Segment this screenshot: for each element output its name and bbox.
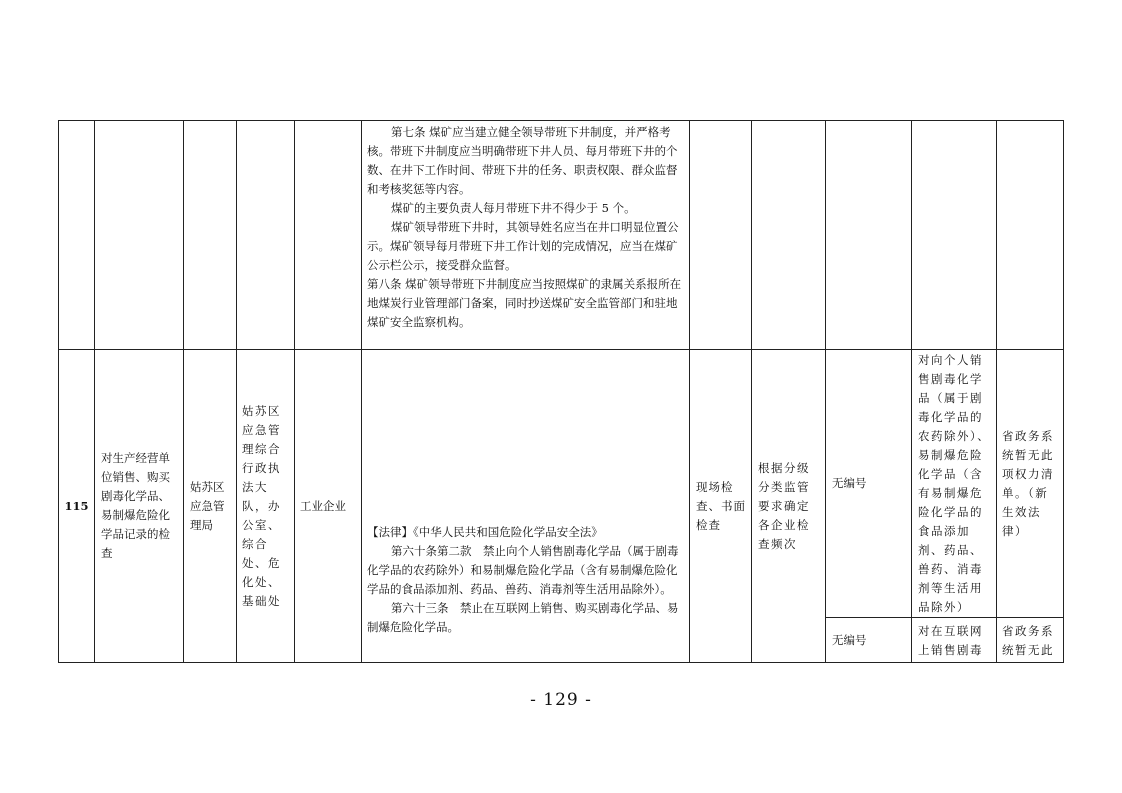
- subrow-content: 对向个人销售剧毒化学品（属于剧毒化学品的农药除外）、易制爆危险化学品（含有易制爆危险化学品的食品添加剂、药品、兽药、消毒剂等生活用品除外）: [918, 353, 991, 614]
- subrow-content: 对在互联网上销售剧毒: [918, 624, 983, 657]
- basis-article-60: 第六十条第二款 禁止向个人销售剧毒化学品（属于剧毒化学品的农药除外）和易制爆危险化学品（含有易制爆危险化学品的食品添加剂、药品、兽药、消毒剂等生活用品除外）。: [367, 544, 679, 596]
- subrow-note: 省政务系统暂无此: [1002, 624, 1054, 657]
- top-basis-cell: [367, 123, 685, 332]
- table-bottom-border: [58, 662, 1064, 663]
- item-name: 对生产经营单位销售、购买剧毒化学品、易制爆危险化学品记录的检查: [101, 451, 170, 560]
- col-border: [996, 120, 997, 663]
- subrow-code: 无编号: [832, 476, 867, 490]
- row-number: 115: [64, 498, 89, 513]
- table-top-border: [58, 120, 1064, 121]
- col-border: [751, 120, 752, 663]
- col-border: [236, 120, 237, 663]
- subrow-code: 无编号: [832, 632, 867, 647]
- col-border: [94, 120, 95, 663]
- basis-article-8: 第八条 煤矿领导带班下井制度应当按照煤矿的隶属关系报所在地煤炭行业管理部门备案，同时抄送煤矿安全监管部门和驻地煤矿安全监察机构。: [367, 277, 682, 329]
- subrow-note: 省政务系统暂无此项权力清单。（新生效法律）: [1002, 428, 1054, 538]
- col-border: [361, 120, 362, 663]
- basis-article-63: 第六十三条 禁止在互联网上销售、购买剧毒化学品、易制爆危险化学品。: [367, 601, 679, 634]
- inspection-object: 工业企业: [300, 498, 346, 513]
- page-number: - 129 -: [530, 690, 592, 710]
- inspection-method: 现场检查、书面检查: [696, 479, 746, 532]
- col-border: [911, 120, 912, 663]
- col-border: [825, 120, 826, 663]
- legal-basis: [367, 523, 685, 637]
- col-border: [183, 120, 184, 663]
- basis-title: 【法律】《中华人民共和国危险化学品安全法》: [367, 525, 603, 539]
- basis-article-7-para2: 煤矿的主要负责人每月带班下井不得少于 5 个。: [391, 201, 636, 215]
- basis-article-7-para3: 煤矿领导带班下井时，其领导姓名应当在井口明显位置公示。煤矿领导每月带班下井工作计划的完成情况，应当在煤矿公示栏公示，接受群众监督。: [367, 220, 679, 272]
- department: 姑苏区应急管理局: [190, 479, 225, 532]
- col-border: [294, 120, 295, 663]
- basis-article-7: 第七条 煤矿应当建立健全领导带班下井制度，并严格考核。带班下井制度应当明确带班下井人员、每月带班下井的个数、在井下工作时间、带班下井的任务、职责权限、群众监督和考核奖惩等内容。: [367, 125, 678, 196]
- implementer: 姑苏区应急管理综合行政执法大队，办公室、综合处、危化处、基础处: [242, 403, 281, 608]
- col-border: [689, 120, 690, 663]
- inspection-frequency: 根据分级分类监管要求确定各企业检查频次: [758, 460, 810, 551]
- col-border: [1063, 120, 1064, 663]
